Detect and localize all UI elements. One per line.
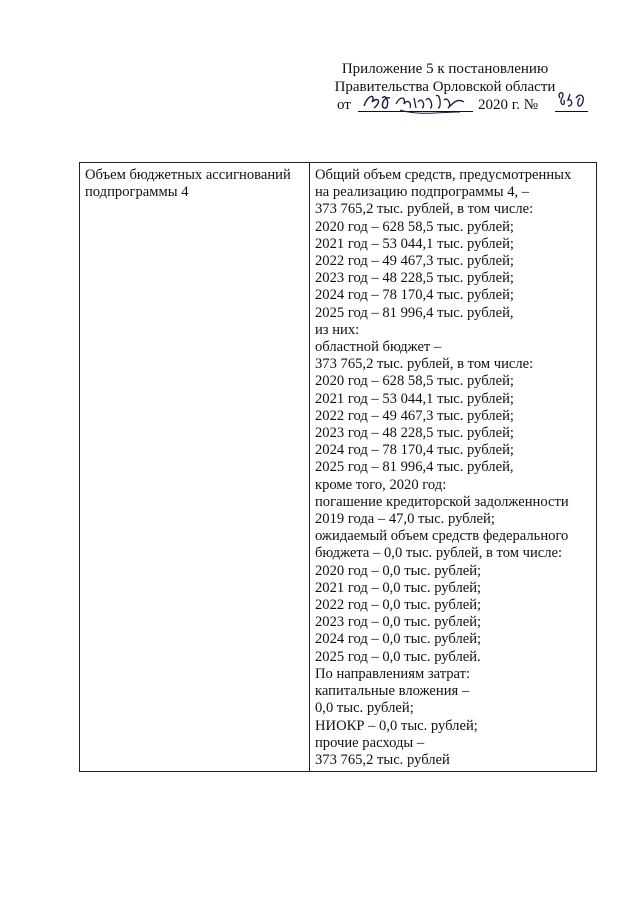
budget-line: 2022 год – 49 467,3 тыс. рублей; xyxy=(315,407,514,424)
budget-line: 373 765,2 тыс. рублей, в том числе: xyxy=(315,201,534,218)
budget-line: 0,0 тыс. рублей; xyxy=(315,700,414,717)
budget-line: 2021 год – 0,0 тыс. рублей; xyxy=(315,579,482,596)
left-cell: Объем бюджетных ассигнований подпрограммы 4 xyxy=(80,163,310,772)
budget-line: По направлениям затрат: xyxy=(315,665,471,682)
budget-line: ожидаемый объем средств федерального xyxy=(315,528,569,545)
budget-line: бюджета – 0,0 тыс. рублей, в том числе: xyxy=(315,545,563,562)
budget-line: капитальные вложения – xyxy=(315,683,470,700)
budget-line: 2023 год – 0,0 тыс. рублей; xyxy=(315,614,482,631)
handwritten-number xyxy=(556,88,590,114)
table-row xyxy=(80,163,597,772)
budget-line: 2023 год – 48 228,5 тыс. рублей; xyxy=(315,425,514,442)
budget-line: 373 765,2 тыс. рублей xyxy=(315,751,450,768)
budget-line: 2021 год – 53 044,1 тыс. рублей; xyxy=(315,235,514,252)
date-line xyxy=(300,96,590,116)
budget-line: 2025 год – 81 996,4 тыс. рублей, xyxy=(315,304,514,321)
budget-line: 2024 год – 0,0 тыс. рублей; xyxy=(315,631,482,648)
budget-line: Общий объем средств, предусмотренных xyxy=(315,167,572,183)
document-header xyxy=(300,60,590,116)
budget-line: 2024 год – 78 170,4 тыс. рублей; xyxy=(315,287,514,304)
date-suffix: 2020 г. № xyxy=(478,97,539,113)
subprogram-table xyxy=(79,162,597,772)
budget-line: 2024 год – 78 170,4 тыс. рублей; xyxy=(315,442,514,459)
budget-line: кроме того, 2020 год: xyxy=(315,476,447,493)
budget-line: 2025 год – 81 996,4 тыс. рублей, xyxy=(315,459,514,476)
header-line-2: Правительства Орловской области xyxy=(334,79,556,95)
budget-line: 2025 год – 0,0 тыс. рублей. xyxy=(315,648,481,665)
budget-line: 2022 год – 49 467,3 тыс. рублей; xyxy=(315,253,514,270)
budget-line: прочие расходы – xyxy=(315,734,425,751)
handwritten-date xyxy=(360,88,472,114)
budget-line: НИОКР – 0,0 тыс. рублей; xyxy=(315,717,478,734)
budget-line: 2020 год – 628 58,5 тыс. рублей; xyxy=(315,218,514,235)
right-cell xyxy=(310,163,597,772)
budget-line: 2021 год – 53 044,1 тыс. рублей; xyxy=(315,390,514,407)
budget-line: из них: xyxy=(315,321,360,338)
budget-line: 2020 год – 628 58,5 тыс. рублей; xyxy=(315,373,514,390)
budget-line: на реализацию подпрограммы 4, – xyxy=(315,184,530,201)
budget-line: областной бюджет – xyxy=(315,339,442,356)
budget-line: 2020 год – 0,0 тыс. рублей; xyxy=(315,562,482,579)
budget-line: 373 765,2 тыс. рублей, в том числе: xyxy=(315,356,534,373)
date-prefix: от xyxy=(337,97,351,113)
budget-line: погашение кредиторской задолженности xyxy=(315,493,569,510)
budget-line: 2022 год – 0,0 тыс. рублей; xyxy=(315,597,482,614)
budget-line: 2019 года – 47,0 тыс. рублей; xyxy=(315,511,495,528)
budget-lines xyxy=(315,167,592,769)
budget-line: 2023 год – 48 228,5 тыс. рублей; xyxy=(315,270,514,287)
header-line-1: Приложение 5 к постановлению xyxy=(341,61,549,77)
